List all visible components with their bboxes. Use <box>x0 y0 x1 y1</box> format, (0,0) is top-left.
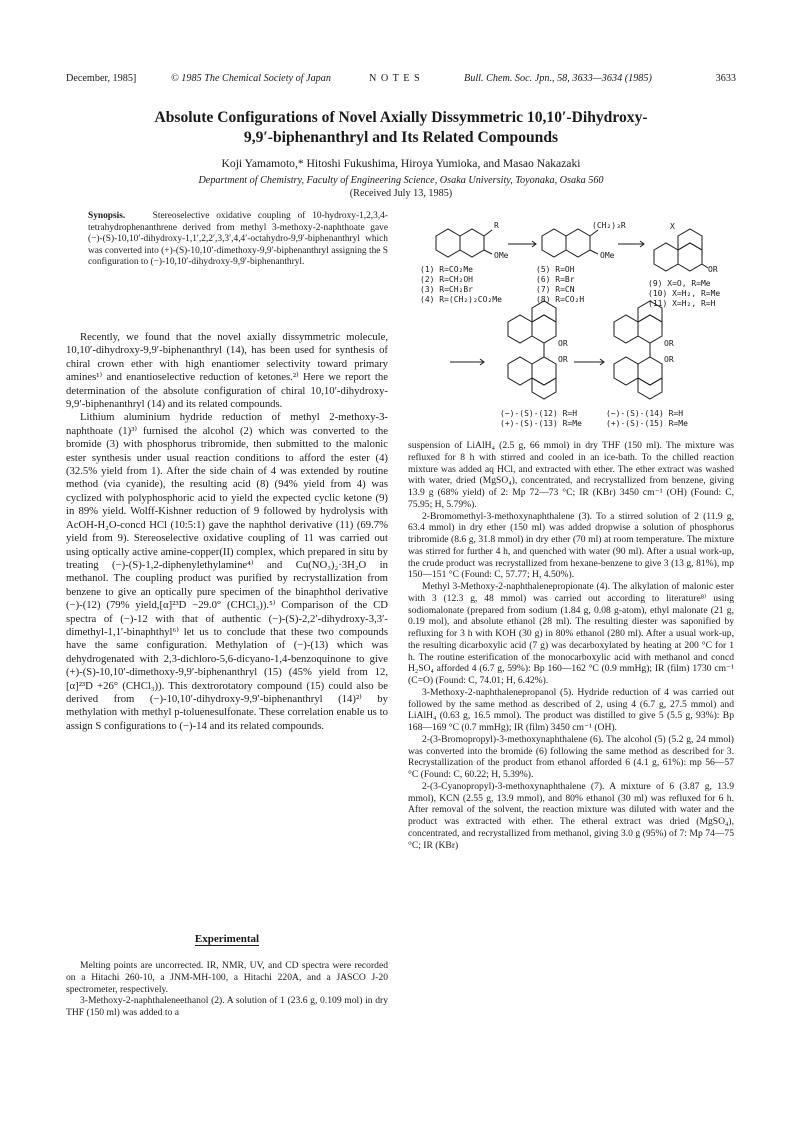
label-compound-5: (5) R=OH <box>536 265 575 274</box>
authors: Koji Yamamoto,* Hitoshi Fukushima, Hiroya Yumioka, and Masao Nakazaki <box>221 157 581 170</box>
substituent-ome-1: OMe <box>494 251 509 260</box>
substituent-x: X <box>670 222 675 231</box>
substituent-r: R <box>494 221 499 230</box>
naphthalene-ring-b <box>460 229 484 257</box>
experimental-right-column <box>408 440 734 851</box>
title-line-1: Absolute Configurations of Novel Axially Dissymmetric 10,10′-Dihydroxy- <box>154 109 648 126</box>
label-compound-14: (−)-(S)-(14) R=H <box>606 409 684 418</box>
experimental-general: Melting points are uncorrected. IR, NMR, UV, and CD spectra were recorded on a Hitachi 260-10, a JNM-MH-100, a Hitachi 220A, and a JASCO J-20 spectrometer, respectively. <box>66 960 388 995</box>
synopsis <box>88 211 388 269</box>
label-compound-9: (9) X=O, R=Me <box>648 279 711 288</box>
title-line-2: 9,9′-biphenanthryl and Its Related Compounds <box>243 129 559 146</box>
running-header <box>66 73 736 89</box>
label-compound-6: (6) R=Br <box>536 275 575 284</box>
paragraph-intro: Recently, we found that the novel axially dissymmetric molecule, 10,10′-dihydroxy-9,9′-biphenanthryl (14), has been used for synthesis of chiral crown ether with high enantiomer selectivity toward primary amines¹⁾ and enantioselective reduction of ketones.²⁾ Here we report the determination of the absolute configuration of chiral 10,10′-dihydroxy-9,9′-biphenanthryl (14) and its related compounds. <box>66 331 388 411</box>
reaction-scheme-drawing <box>408 214 734 436</box>
experimental-left-column <box>66 960 388 1019</box>
header-copyright: © 1985 The Chemical Society of Japan <box>171 73 331 84</box>
substituent-chain: (CH₂)₃R <box>592 221 626 230</box>
paragraph-synthesis: Lithium aluminium hydride reduction of methyl 2-methoxy-3-naphthoate (1)³⁾ furnised the alcohol (2) which was converted to the bromide (3) with phosphorus tribromide, then submitted to the malonic ester synthesis under usual reaction conditions to afford the ester (4) (32.5% yield from 1). After the side chain of 4 was extended by routine method (via cyanide), the resulting acid (8) (94% yield from 4) was cyclized with polyphosphoric acid to yield the expected cyclic ketone (9) in 89% yield. Wolff-Kishner reduction of 9 followed by hydrolysis with AcOH-H₂O-concd HCl (10:5:1) gave the naphthol derivative (11) (69.7% yield from 9). Stereoselective oxidative coupling of 11 was carried out using optically active amine-copper(II) complex, which prepared in situ by treating (−)-(S)-1,2-diphenylethylamine⁴⁾ and Cu(NO₃)₂·3H₂O in methanol. The coupling product was purified by recrystallization from benzene to give an optically pure specimen of the binaphthol derivative (−)-(12) (79% yield,[α]²³D −29.0° (CHCl₃)).⁵⁾ Comparison of the CD spectra of (−)-12 with that of authentic (−)-(S)-2,2′-dihydroxy-3,3′-dimethyl-1,1′-binaphthyl⁶⁾ let us to conclude that these two compounds have the same configuration. Methylation of (−)-(13) which was dehydrogenated with 2,3-dichloro-5,6-dicyano-1,4-benzoquinone to give (+)-(S)-10,10′-dimethoxy-9,9′-biphenanthryl (15) (45% yield from 12, [α]²³D +26° (CHCl₃)). This dextrorotatory compound (15) could also be derived from (−)-10,10′-dihydroxy-9,9′-biphenanthryl (14)²⁾ by methylation with methyl p-toluenesulfonate. These correlation enable us to assign S configurations to (−)-14 and its related compounds. <box>66 411 388 732</box>
header-page-number: 3633 <box>715 73 736 84</box>
naphthalene-ring-a <box>436 229 460 257</box>
article-title <box>66 108 736 148</box>
header-journal: Bull. Chem. Soc. Jpn., 58, 3633—3634 (1985) <box>464 73 652 84</box>
experimental-compound-7: 2-(3-Cyanopropyl)-3-methoxynaphthalene (7). A mixture of 6 (3.87 g, 13.9 mmol), KCN (2.55 g, 13.9 mmol), and 80% ethanol (30 ml) was refluxed for 6 h. After removal of the solvent, the reaction mixture was diluted with water and the product was extracted with ether. The etheral extract was dried (MgSO₄), concentrated, and recrystallized from methanol, giving 3.0 g (95%) of 7: Mp 74—75 °C; IR (KBr) <box>408 780 734 851</box>
experimental-compound-4: Methyl 3-Methoxy-2-naphthalenepropionate (4). The alkylation of malonic ester with 3 (12.3 g, 48 mmol) was carried out according to literature⁸⁾ using sodiomalonate (prepared from sodium (1.84 g, 0.08 g-atom), ethyl malonate (21 g, 0.19 mol), and absolute ethanol (28 ml). The resulting diester was saponified by refluxing for 3 h with KOH (30 g) in 80% ethanol (280 ml). After a usual work-up, the resulting dicarboxylic acid (7 g) was decarboxylated by heating at 200 °C for 1 h. The routine esterification of the monocarboxylic acid with methanol and concd H₂SO₄ afforded 4 (6.7 g, 59%): Bp 160—162 °C (0.9 mmHg); IR (film) 1730 cm⁻¹ (C=O) (Found: C, 74.01; H, 6.42%). <box>408 581 734 686</box>
label-compound-2: (2) R=CH₂OH <box>420 275 473 284</box>
received-date: (Received July 13, 1985) <box>349 188 453 199</box>
label-compound-8: (8) R=CO₂H <box>536 295 585 304</box>
experimental-compound-2-cont: suspension of LiAlH₄ (2.5 g, 66 mmol) in dry THF (150 ml). The mixture was refluxed for 8 h with stirred and cooled in an ice-bath. To the chilled reaction mixture was added aq HCl, and extracted with ether. The ether extract was washed with water, dried (MgSO₄), concentrated, and recrystallized from benzene, giving 13.9 g (68% yield) of 2: Mp 72—73 °C; IR (KBr) 3450 cm⁻¹ (OH) (Found: C, 75.95; H, 5.79%). <box>408 440 734 510</box>
label-compound-15: (+)-(S)-(15) R=Me <box>606 419 688 428</box>
label-compound-7: (7) R=CN <box>536 285 575 294</box>
experimental-compound-6: 2-(3-Bromopropyl)-3-methoxynaphthalene (6). The alcohol (5) (5.2 g, 24 mmol) was converted into the bromide (6) following the same method as described for 3. Recrystallization of the product from ethanol afforded 6 (4.1 g, 61%): mp 56—57 °C (Found: C, 60.22; H, 5.39%). <box>408 733 734 780</box>
label-compound-13: (+)-(S)-(13) R=Me <box>500 419 582 428</box>
header-section: N O T E S <box>369 73 421 84</box>
main-text <box>66 331 388 733</box>
substituent-or-5: OR <box>664 355 674 364</box>
substituent-ome-2: OMe <box>600 251 615 260</box>
substituent-or-3: OR <box>558 355 568 364</box>
substituent-or-4: OR <box>664 339 674 348</box>
experimental-compound-2: 3-Methoxy-2-naphthaleneethanol (2). A solution of 1 (23.6 g, 0.109 mol) in dry THF (150 ml) was added to a <box>66 995 388 1019</box>
label-compound-10: (10) X=H₂, R=Me <box>648 289 721 298</box>
label-compound-4: (4) R=(CH₂)₂CO₂Me <box>420 295 502 304</box>
experimental-compound-5: 3-Methoxy-2-naphthalenepropanol (5). Hydride reduction of 4 was carried out followed by the same method as described of 2, using 4 (6.7 g, 27.5 mmol) and LiAlH₄ (0.63 g, 16.5 mmol). The product was distilled to give 5 (5.5 g, 93%): Bp 168—169 °C (0.7 mmHg); IR (film) 3450 cm⁻¹ (OH). <box>408 686 734 733</box>
synopsis-text: Stereoselective oxidative coupling of 10-hydroxy-1,2,3,4-tetrahydrophenanthrene derived from methyl 3-methoxy-2-naphthoate gave (−)-(S)-10,10′-dihydroxy-1,1′,2,2′,3,3′,4,4′-octahydro-9,9′-biphenanthryl which was converted into (+)-(S)-10,10′-dimethoxy-9,9′-biphenanthryl assigning the S configuration to (−)-10,10′-dihydroxy-9,9′-biphenanthryl. <box>88 211 388 268</box>
header-date: December, 1985] <box>66 73 137 84</box>
label-compound-11: (11) X=H₂, R=H <box>648 299 716 308</box>
reaction-scheme <box>408 214 734 436</box>
substituent-or-1: OR <box>708 265 718 274</box>
label-compound-1: (1) R=CO₂Me <box>420 265 473 274</box>
affiliation: Department of Chemistry, Faculty of Engineering Science, Osaka University, Toyonaka, Osaka 560 <box>198 175 604 186</box>
substituent-or-2: OR <box>558 339 568 348</box>
label-compound-3: (3) R=CH₂Br <box>420 285 473 294</box>
experimental-heading: Experimental <box>194 933 260 945</box>
synopsis-label: Synopsis. <box>88 211 126 221</box>
label-compound-12: (−)-(S)-(12) R=H <box>500 409 578 418</box>
experimental-compound-3: 2-Bromomethyl-3-methoxynaphthalene (3). To a stirred solution of 2 (11.9 g, 63.4 mmol) in dry ether (150 ml) was added dropwise a solution of phosphorus tribromide (8.6 g, 31.8 mmol) in dry ether (70 ml) at room temperature. The mixture was stirred for further 4 h, and quenched with water (90 ml). After a usual work-up, the crude product was recrystallized from hexane-benzene to give 3 (13 g, 81%), mp 150—151 °C (Found: C, 57.77; H, 4.50%). <box>408 510 734 581</box>
